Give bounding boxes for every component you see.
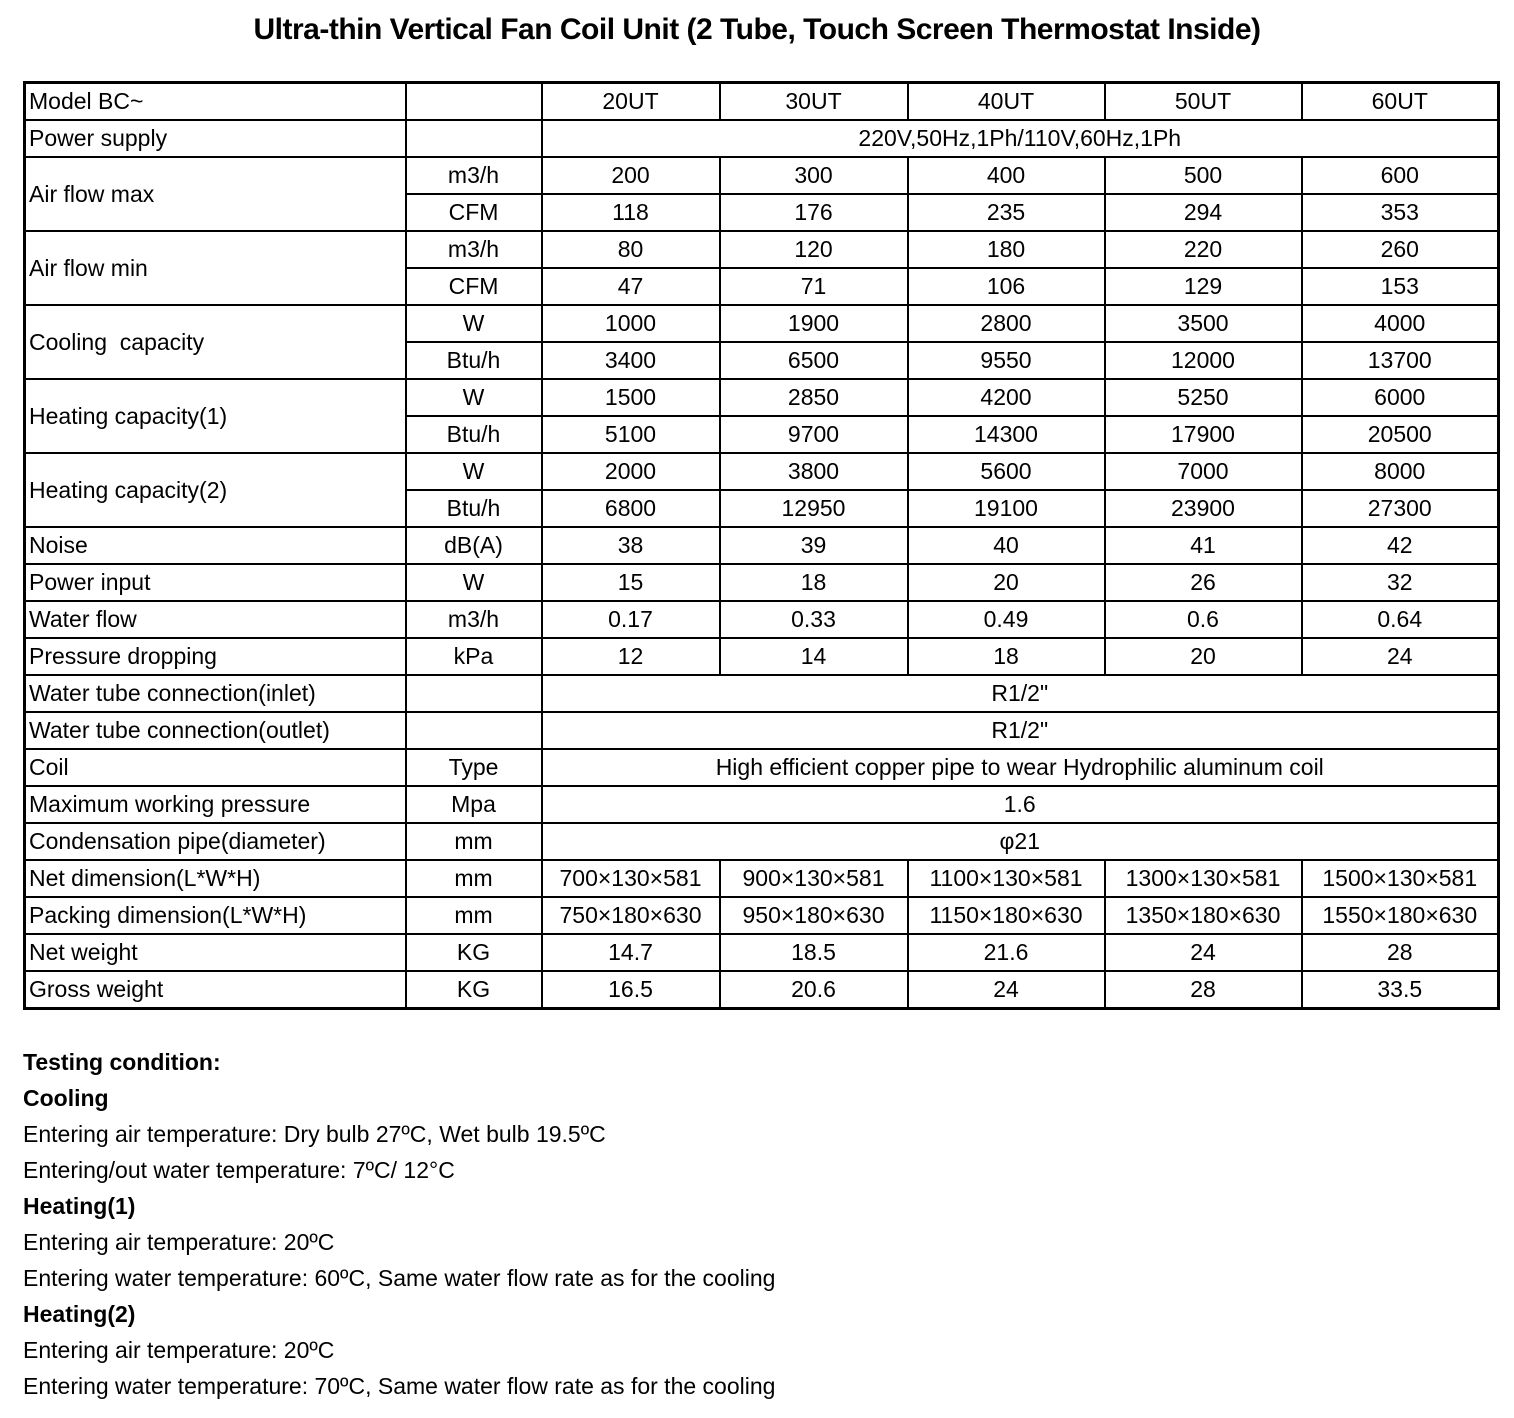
value-cell: 23900	[1105, 490, 1302, 527]
model-header: 50UT	[1105, 83, 1302, 121]
unit-cell: CFM	[406, 268, 542, 305]
table-row-noise	[25, 527, 1499, 564]
value-cell: 18	[720, 564, 908, 601]
value-cell: 26	[1105, 564, 1302, 601]
value-cell: 15	[542, 564, 720, 601]
unit-cell: W	[406, 379, 542, 416]
notes-section	[23, 1044, 1514, 1404]
value-cell: 235	[908, 194, 1105, 231]
unit-cell: W	[406, 564, 542, 601]
value-cell: 0.17	[542, 601, 720, 638]
value-cell: 27300	[1302, 490, 1499, 527]
value-cell: 260	[1302, 231, 1499, 268]
table-row-max-working-pressure	[25, 786, 1499, 823]
unit-cell: Btu/h	[406, 342, 542, 379]
value-cell: 20	[908, 564, 1105, 601]
value-cell: 5600	[908, 453, 1105, 490]
value-cell: 950×180×630	[720, 897, 908, 934]
value-cell: 24	[1105, 934, 1302, 971]
table-row-packing-dimension	[25, 897, 1499, 934]
value-cell: 1300×130×581	[1105, 860, 1302, 897]
value-cell: 28	[1302, 934, 1499, 971]
unit-cell: Btu/h	[406, 490, 542, 527]
value-cell: 14300	[908, 416, 1105, 453]
table-row-net-weight	[25, 934, 1499, 971]
value-cell: 500	[1105, 157, 1302, 194]
value-cell: 20.6	[720, 971, 908, 1009]
row-label: Water flow	[25, 601, 406, 638]
row-label: Model BC~	[25, 83, 406, 121]
value-cell: 12	[542, 638, 720, 675]
value-cell: 0.6	[1105, 601, 1302, 638]
merged-value-cell: R1/2"	[542, 675, 1499, 712]
note-line: Entering air temperature: Dry bulb 27ºC, Wet bulb 19.5ºC	[23, 1121, 606, 1147]
table-row-power-supply	[25, 120, 1499, 157]
value-cell: 1150×180×630	[908, 897, 1105, 934]
value-cell: 600	[1302, 157, 1499, 194]
merged-value-cell: 220V,50Hz,1Ph/110V,60Hz,1Ph	[542, 120, 1499, 157]
value-cell: 353	[1302, 194, 1499, 231]
value-cell: 1500	[542, 379, 720, 416]
value-cell: 200	[542, 157, 720, 194]
merged-value-cell: R1/2"	[542, 712, 1499, 749]
unit-cell	[406, 712, 542, 749]
row-label: Pressure dropping	[25, 638, 406, 675]
value-cell: 20	[1105, 638, 1302, 675]
unit-cell: W	[406, 453, 542, 490]
unit-cell: Type	[406, 749, 542, 786]
value-cell: 8000	[1302, 453, 1499, 490]
value-cell: 3400	[542, 342, 720, 379]
unit-cell: m3/h	[406, 157, 542, 194]
unit-cell	[406, 83, 542, 121]
model-header: 60UT	[1302, 83, 1499, 121]
row-label: Packing dimension(L*W*H)	[25, 897, 406, 934]
value-cell: 1550×180×630	[1302, 897, 1499, 934]
unit-cell: W	[406, 305, 542, 342]
row-label: Coil	[25, 749, 406, 786]
row-label: Gross weight	[25, 971, 406, 1009]
row-label: Air flow min	[25, 231, 406, 305]
value-cell: 1000	[542, 305, 720, 342]
value-cell: 1500×130×581	[1302, 860, 1499, 897]
value-cell: 0.64	[1302, 601, 1499, 638]
value-cell: 38	[542, 527, 720, 564]
table-row-heating2-w	[25, 453, 1499, 490]
row-label: Net dimension(L*W*H)	[25, 860, 406, 897]
value-cell: 2800	[908, 305, 1105, 342]
value-cell: 16.5	[542, 971, 720, 1009]
merged-value-cell: 1.6	[542, 786, 1499, 823]
unit-cell: Mpa	[406, 786, 542, 823]
value-cell: 129	[1105, 268, 1302, 305]
value-cell: 6000	[1302, 379, 1499, 416]
value-cell: 1350×180×630	[1105, 897, 1302, 934]
value-cell: 180	[908, 231, 1105, 268]
table-row-water-flow	[25, 601, 1499, 638]
value-cell: 24	[1302, 638, 1499, 675]
value-cell: 9550	[908, 342, 1105, 379]
value-cell: 400	[908, 157, 1105, 194]
value-cell: 0.33	[720, 601, 908, 638]
table-row-net-dimension	[25, 860, 1499, 897]
table-row-cooling-w	[25, 305, 1499, 342]
value-cell: 153	[1302, 268, 1499, 305]
spec-table	[23, 81, 1500, 1010]
value-cell: 14	[720, 638, 908, 675]
value-cell: 28	[1105, 971, 1302, 1009]
table-row-water-tube-outlet	[25, 712, 1499, 749]
value-cell: 4200	[908, 379, 1105, 416]
value-cell: 14.7	[542, 934, 720, 971]
value-cell: 20500	[1302, 416, 1499, 453]
page-title: Ultra-thin Vertical Fan Coil Unit (2 Tube, Touch Screen Thermostat Inside)	[253, 13, 1261, 46]
value-cell: 9700	[720, 416, 908, 453]
table-row-coil	[25, 749, 1499, 786]
merged-value-cell: High efficient copper pipe to wear Hydrophilic aluminum coil	[542, 749, 1499, 786]
value-cell: 13700	[1302, 342, 1499, 379]
table-row-pressure-dropping	[25, 638, 1499, 675]
value-cell: 1100×130×581	[908, 860, 1105, 897]
value-cell: 900×130×581	[720, 860, 908, 897]
table-row-condensation-pipe	[25, 823, 1499, 860]
value-cell: 12950	[720, 490, 908, 527]
value-cell: 24	[908, 971, 1105, 1009]
model-header: 40UT	[908, 83, 1105, 121]
value-cell: 32	[1302, 564, 1499, 601]
value-cell: 3800	[720, 453, 908, 490]
unit-cell: Btu/h	[406, 416, 542, 453]
merged-value-cell: φ21	[542, 823, 1499, 860]
unit-cell	[406, 675, 542, 712]
table-row-model	[25, 83, 1499, 121]
row-label: Heating capacity(1)	[25, 379, 406, 453]
value-cell: 17900	[1105, 416, 1302, 453]
row-label: Net weight	[25, 934, 406, 971]
value-cell: 0.49	[908, 601, 1105, 638]
value-cell: 12000	[1105, 342, 1302, 379]
value-cell: 41	[1105, 527, 1302, 564]
unit-cell: m3/h	[406, 601, 542, 638]
table-row-gross-weight	[25, 971, 1499, 1009]
note-testing-condition-heading: Testing condition:	[23, 1049, 221, 1075]
note-heating1-heading: Heating(1)	[23, 1193, 136, 1219]
row-label: Air flow max	[25, 157, 406, 231]
unit-cell: mm	[406, 823, 542, 860]
value-cell: 18.5	[720, 934, 908, 971]
table-row-airflow-max-m3h	[25, 157, 1499, 194]
model-header: 30UT	[720, 83, 908, 121]
note-heating2-heading: Heating(2)	[23, 1301, 136, 1327]
unit-cell: KG	[406, 971, 542, 1009]
value-cell: 47	[542, 268, 720, 305]
unit-cell: m3/h	[406, 231, 542, 268]
model-header: 20UT	[542, 83, 720, 121]
note-line: Entering air temperature: 20ºC	[23, 1337, 335, 1363]
value-cell: 1900	[720, 305, 908, 342]
value-cell: 300	[720, 157, 908, 194]
unit-cell: KG	[406, 934, 542, 971]
table-row-water-tube-inlet	[25, 675, 1499, 712]
value-cell: 176	[720, 194, 908, 231]
row-label: Maximum working pressure	[25, 786, 406, 823]
value-cell: 2000	[542, 453, 720, 490]
note-cooling-heading: Cooling	[23, 1085, 109, 1111]
unit-cell: dB(A)	[406, 527, 542, 564]
note-line: Entering water temperature: 70ºC, Same water flow rate as for the cooling	[23, 1373, 776, 1399]
value-cell: 7000	[1105, 453, 1302, 490]
unit-cell	[406, 120, 542, 157]
note-line: Entering/out water temperature: 7ºC/ 12°C	[23, 1157, 455, 1183]
value-cell: 118	[542, 194, 720, 231]
unit-cell: mm	[406, 860, 542, 897]
value-cell: 71	[720, 268, 908, 305]
value-cell: 39	[720, 527, 908, 564]
table-row-airflow-min-m3h	[25, 231, 1499, 268]
note-line: Entering water temperature: 60ºC, Same water flow rate as for the cooling	[23, 1265, 776, 1291]
value-cell: 4000	[1302, 305, 1499, 342]
value-cell: 80	[542, 231, 720, 268]
value-cell: 6800	[542, 490, 720, 527]
value-cell: 120	[720, 231, 908, 268]
row-label: Power input	[25, 564, 406, 601]
value-cell: 5100	[542, 416, 720, 453]
value-cell: 750×180×630	[542, 897, 720, 934]
note-line: Entering air temperature: 20ºC	[23, 1229, 335, 1255]
value-cell: 19100	[908, 490, 1105, 527]
row-label: Power supply	[25, 120, 406, 157]
value-cell: 6500	[720, 342, 908, 379]
value-cell: 42	[1302, 527, 1499, 564]
unit-cell: mm	[406, 897, 542, 934]
row-label: Water tube connection(inlet)	[25, 675, 406, 712]
value-cell: 2850	[720, 379, 908, 416]
value-cell: 294	[1105, 194, 1302, 231]
row-label: Condensation pipe(diameter)	[25, 823, 406, 860]
row-label: Cooling capacity	[25, 305, 406, 379]
value-cell: 3500	[1105, 305, 1302, 342]
value-cell: 21.6	[908, 934, 1105, 971]
value-cell: 106	[908, 268, 1105, 305]
unit-cell: CFM	[406, 194, 542, 231]
unit-cell: kPa	[406, 638, 542, 675]
table-row-power-input	[25, 564, 1499, 601]
value-cell: 5250	[1105, 379, 1302, 416]
value-cell: 700×130×581	[542, 860, 720, 897]
row-label: Heating capacity(2)	[25, 453, 406, 527]
row-label: Noise	[25, 527, 406, 564]
table-row-heating1-w	[25, 379, 1499, 416]
value-cell: 33.5	[1302, 971, 1499, 1009]
row-label: Water tube connection(outlet)	[25, 712, 406, 749]
value-cell: 40	[908, 527, 1105, 564]
value-cell: 18	[908, 638, 1105, 675]
value-cell: 220	[1105, 231, 1302, 268]
